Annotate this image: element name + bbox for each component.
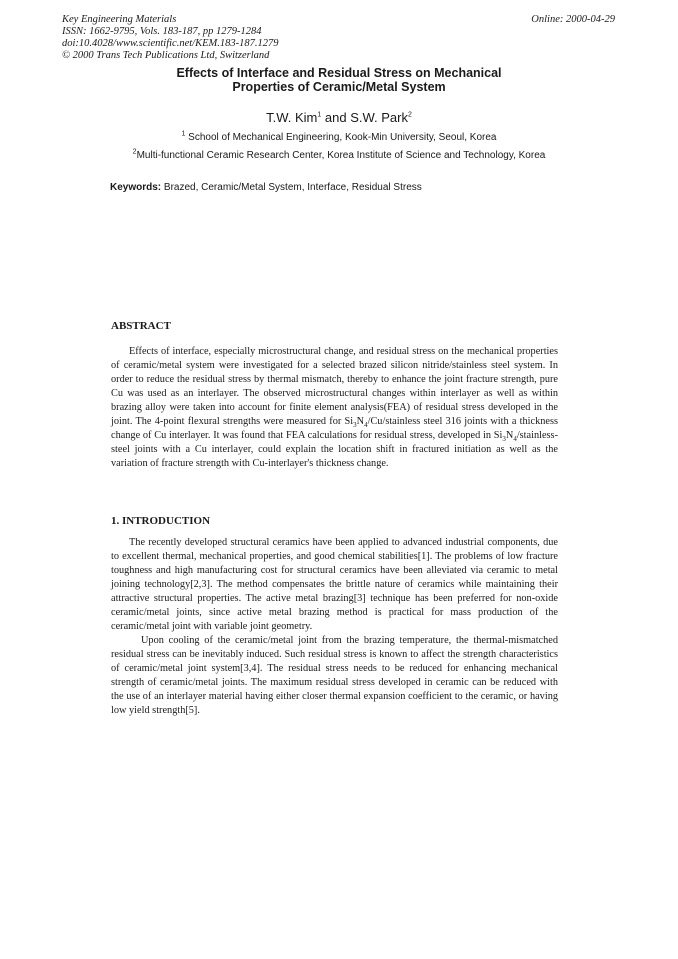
online-date: Online: 2000-04-29 (531, 14, 615, 25)
introduction-body (111, 536, 558, 718)
issn-line: ISSN: 1662-9795, Vols. 183-187, pp 1279-1284 (62, 26, 262, 37)
doi-line: doi:10.4028/www.scientific.net/KEM.183-187.1279 (62, 38, 279, 49)
affiliation-1: $^1$ School of Mechanical Engineering, Kook-Min University, Seoul, Korea (181, 130, 497, 143)
author-2: S.W. Park (350, 110, 408, 125)
paper-title (0, 66, 678, 94)
keywords-text: Brazed, Ceramic/Metal System, Interface, Residual Stress (161, 182, 422, 193)
abstract-paragraph: Effects of interface, especially microstructural change, and residual stress on the mechanical properties of ceramic/metal system were investigated for a selected brazed silicon nitride/stainless steel system. In order to reduce the residual stress by thermal mismatch, thereby to enhance the joint fracture strength, pure Cu was used as an interlayer. The observed microstructural changes within interlayer as well as within brazing alloy were taken into account for finite element analysis(FEA) of residual stress developed in the joint. The 4-point flexural strengths were measured for $Si_3N_4/Cu$/stainless steel 316 joints with a thickness change of Cu interlayer. It was found that FEA calculations for residual stress, developed in $Si_3N_4/stainless$-steel joints with a Cu interlayer, could explain the location shift in fractured initiation as well as the variation of fracture strength with Cu-interlayer's thickness change. (111, 346, 558, 469)
abstract-body (111, 345, 558, 471)
copyright-line: © 2000 Trans Tech Publications Ltd, Switzerland (62, 50, 270, 61)
keywords (110, 182, 422, 193)
keywords-label: Keywords: (110, 182, 162, 193)
affiliation-2: $^2$Multi-functional Ceramic Research Center, Korea Institute of Science and Technology, Korea (132, 148, 546, 161)
journal-name: Key Engineering Materials (62, 14, 177, 25)
title-line-1: Effects of Interface and Residual Stress on Mechanical (176, 66, 502, 80)
introduction-heading: 1. INTRODUCTION (111, 515, 211, 527)
intro-paragraph-1: The recently developed structural ceramics have been applied to advanced industrial components, due to excellent thermal, mechanical properties, and good chemical stabilities[1]. The problems of low fracture toughness and high manufacturing cost for structural ceramics have been alleviated via ceramic to metal joining technology[2,3]. The method compensates the brittle nature of ceramics while maintaining their attractive structural properties. The active metal brazing[3] technique has been preferred for non-oxide ceramic/metal joints, since active metal brazing method is practical for mass production of the ceramic/metal joint with variable joint geometry. (111, 537, 558, 632)
author-list (0, 110, 678, 125)
intro-paragraph-2: Upon cooling of the ceramic/metal joint from the brazing temperature, the thermal-mismatched residual stress can be inevitably induced. Such residual stress is known to affect the strength characteristics of ceramic/metal joint system[3,4]. The residual stress needs to be reduced for enhancing mechanical strength of ceramic/metal joints. The maximum residual stress developed in ceramic can be reduced with the use of an interlayer material having either closer thermal expansion coefficient to the ceramic, or having low yield strength[5]. (111, 635, 558, 716)
journal-header (62, 14, 279, 62)
author-2-sup: 2 (408, 111, 412, 119)
author-1: T.W. Kim (266, 110, 318, 125)
title-line-2: Properties of Ceramic/Metal System (232, 80, 446, 94)
author-1-sup: 1 (317, 111, 322, 119)
author-and: and (321, 110, 351, 125)
abstract-heading: ABSTRACT (111, 320, 171, 332)
